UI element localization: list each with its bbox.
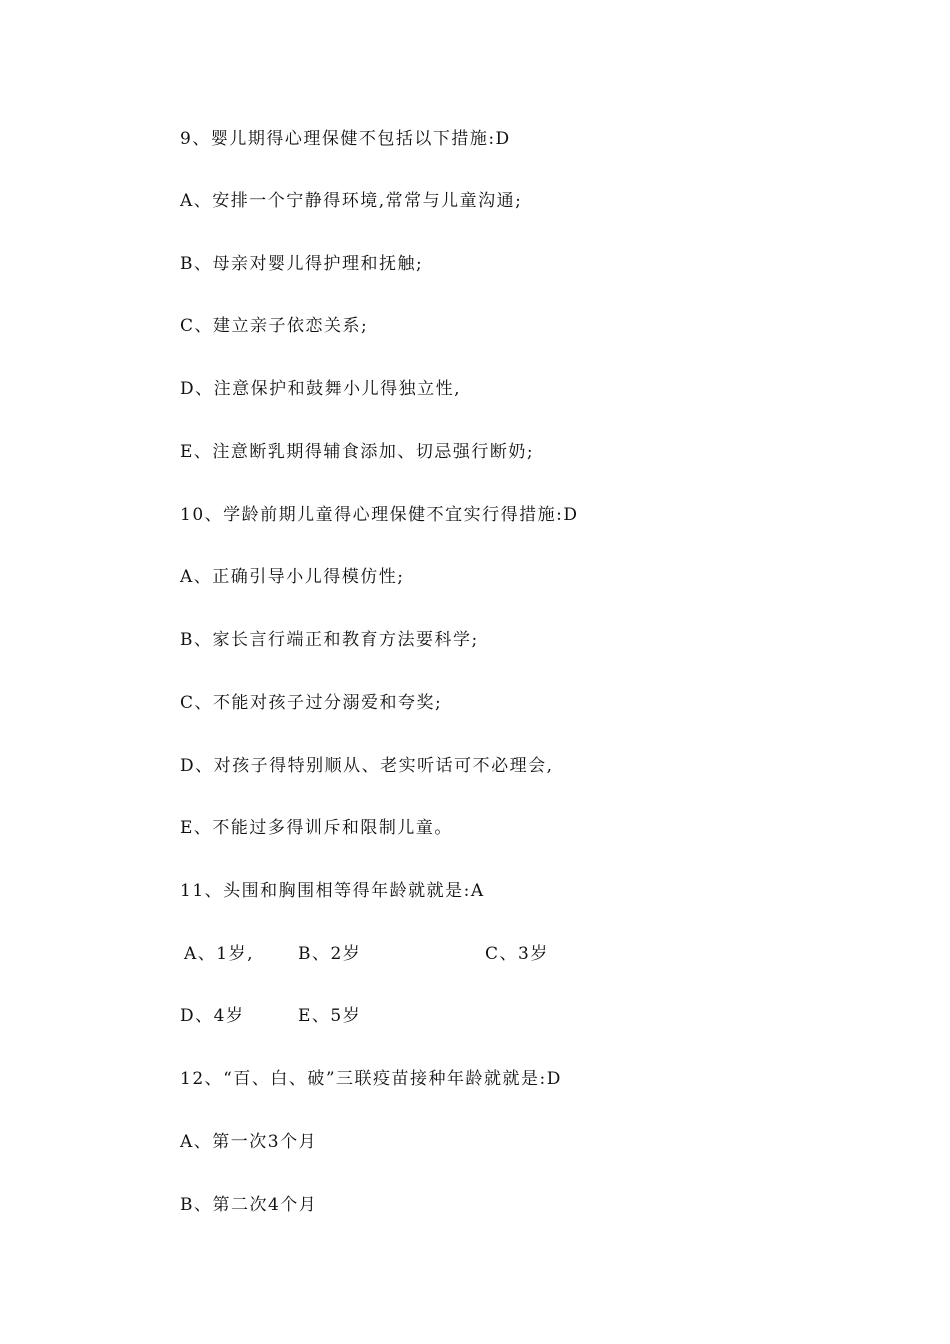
question-11-option-c: C、3岁 (485, 944, 549, 964)
question-11-option-d: D、4岁 (180, 1006, 245, 1026)
question-11-options-row-2 (180, 1001, 780, 1031)
question-10-option-c: C、不能对孩子过分溺爱和夸奖; (180, 693, 443, 713)
question-12-stem: 12、“百、白、破”三联疫苗接种年龄就就是:D (180, 1069, 562, 1089)
question-9-option-e: E、注意断乳期得辅食添加、切忌强行断奶; (180, 442, 535, 462)
question-9-stem: 9、婴儿期得心理保健不包括以下措施:D (180, 129, 511, 149)
question-11-option-a: A、1岁, (184, 944, 254, 964)
question-10-stem: 10、学龄前期儿童得心理保健不宜实行得措施:D (180, 505, 579, 525)
question-11-option-b: B、2岁 (298, 944, 362, 964)
question-10-option-a: A、正确引导小儿得模仿性; (180, 567, 405, 587)
question-12-option-a: A、第一次3个月 (180, 1132, 318, 1152)
question-11-stem: 11、头围和胸围相等得年龄就就是:A (180, 881, 485, 901)
question-12-option-b: B、第二次4个月 (180, 1195, 318, 1215)
question-9-option-b: B、母亲对婴儿得护理和抚触; (180, 254, 424, 274)
question-10-option-d: D、对孩子得特别顺从、老实听话可不必理会, (180, 756, 554, 776)
question-9-option-d: D、注意保护和鼓舞小儿得独立性, (180, 379, 462, 399)
question-11-option-e: E、5岁 (298, 1006, 362, 1026)
question-10-option-b: B、家长言行端正和教育方法要科学; (180, 630, 479, 650)
question-9-option-c: C、建立亲子依恋关系; (180, 316, 369, 336)
question-9-option-a: A、安排一个宁静得环境,常常与儿童沟通; (180, 191, 523, 211)
question-11-options-row-1 (180, 939, 780, 969)
question-10-option-e: E、不能过多得训斥和限制儿童。 (180, 818, 453, 838)
